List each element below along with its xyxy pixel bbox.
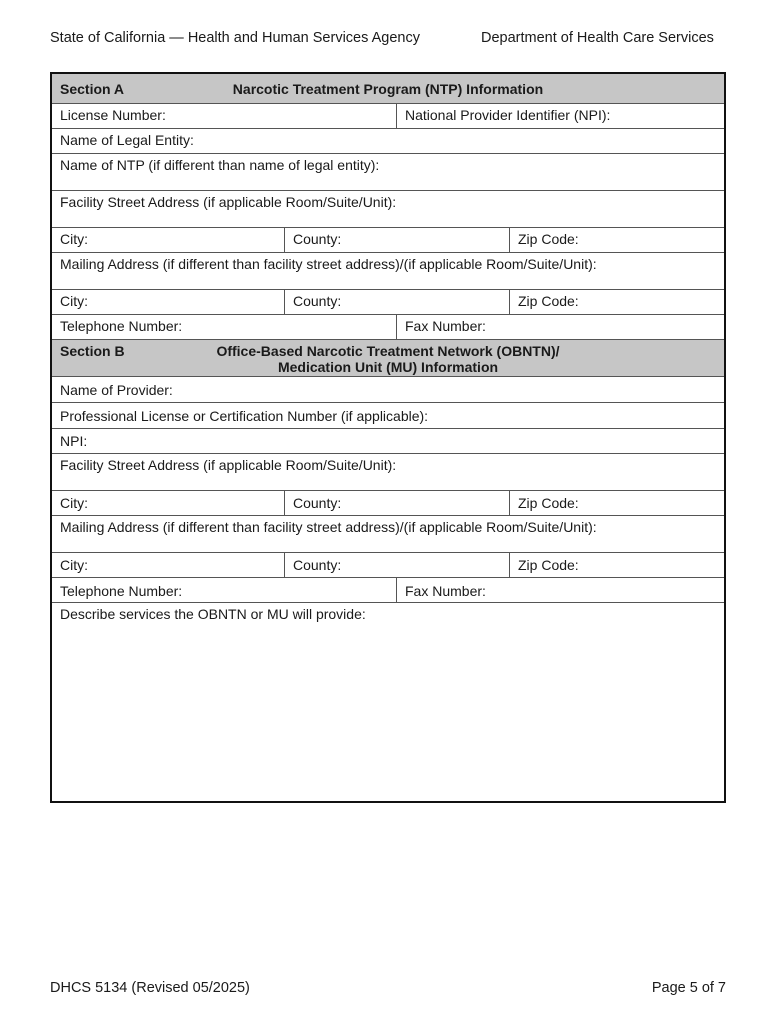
obntn-mailing-city-field[interactable]: City:	[60, 557, 88, 573]
ntp-npi-field[interactable]: National Provider Identifier (NPI):	[396, 104, 724, 128]
ntp-name-field[interactable]: Name of NTP (if different than name of legal entity):	[60, 157, 380, 173]
ntp-telephone-field[interactable]: Telephone Number:	[60, 318, 183, 334]
section-b-title-line1: Office-Based Narcotic Treatment Network (OBNTN)/	[216, 343, 560, 359]
obntn-mailing-zip-field[interactable]: Zip Code:	[509, 553, 724, 577]
provider-name-row	[52, 377, 724, 403]
ntp-zip-field[interactable]: Zip Code:	[509, 228, 724, 252]
obntn-mailing-address-row	[52, 516, 724, 553]
page-number: Page 5 of 7	[651, 980, 726, 996]
ntp-phone-row	[52, 315, 724, 340]
agency-header: State of California — Health and Human Services Agency	[50, 30, 420, 46]
section-b-label: Section B	[60, 343, 125, 359]
ntp-fax-field[interactable]: Fax Number:	[396, 315, 724, 339]
obntn-city-field[interactable]: City:	[60, 495, 88, 511]
obntn-phone-row	[52, 578, 724, 603]
obntn-mailing-city-row	[52, 553, 724, 578]
ntp-city-row	[52, 228, 724, 253]
services-row	[52, 603, 724, 801]
section-a-title: Narcotic Treatment Program (NTP) Information	[232, 81, 544, 97]
ntp-name-row	[52, 154, 724, 191]
ntp-license-number-field[interactable]: License Number:	[60, 107, 166, 123]
obntn-npi-row	[52, 429, 724, 454]
ntp-mailing-address-field[interactable]: Mailing Address (if different than facility street address)/(if applicable Room/Suite/Unit):	[60, 256, 597, 272]
obntn-telephone-field[interactable]: Telephone Number:	[60, 583, 183, 599]
ntp-county-field[interactable]: County:	[284, 228, 509, 252]
ntp-legal-entity-row	[52, 129, 724, 154]
ntp-facility-address-field[interactable]: Facility Street Address (if applicable Room/Suite/Unit):	[60, 194, 397, 210]
section-b-title-line2: Medication Unit (MU) Information	[277, 359, 499, 375]
obntn-county-field[interactable]: County:	[284, 491, 509, 515]
application-form	[50, 72, 726, 803]
ntp-mailing-zip-field[interactable]: Zip Code:	[509, 290, 724, 314]
services-description-field[interactable]: Describe services the OBNTN or MU will provide:	[60, 606, 366, 622]
ntp-mailing-address-row	[52, 253, 724, 290]
section-b-header	[52, 340, 724, 377]
obntn-zip-field[interactable]: Zip Code:	[509, 491, 724, 515]
department-header: Department of Health Care Services	[481, 30, 714, 46]
obntn-npi-field[interactable]: NPI:	[60, 433, 88, 449]
ntp-mailing-city-field[interactable]: City:	[60, 293, 88, 309]
obntn-facility-address-field[interactable]: Facility Street Address (if applicable Room/Suite/Unit):	[60, 457, 397, 473]
obntn-fax-field[interactable]: Fax Number:	[396, 578, 724, 602]
obntn-mailing-county-field[interactable]: County:	[284, 553, 509, 577]
ntp-mailing-city-row	[52, 290, 724, 315]
obntn-mailing-address-field[interactable]: Mailing Address (if different than facility street address)/(if applicable Room/Suite/Unit):	[60, 519, 597, 535]
form-id: DHCS 5134 (Revised 05/2025)	[50, 980, 250, 996]
section-a-header	[52, 74, 724, 104]
ntp-facility-address-row	[52, 191, 724, 228]
provider-name-field[interactable]: Name of Provider:	[60, 382, 173, 398]
obntn-city-row	[52, 491, 724, 516]
section-a-label: Section A	[60, 81, 125, 97]
obntn-facility-address-row	[52, 454, 724, 491]
ntp-mailing-county-field[interactable]: County:	[284, 290, 509, 314]
ntp-city-field[interactable]: City:	[60, 231, 88, 247]
license-cert-row	[52, 403, 724, 429]
ntp-license-row	[52, 104, 724, 129]
license-cert-field[interactable]: Professional License or Certification Number (if applicable):	[60, 408, 429, 424]
legal-entity-field[interactable]: Name of Legal Entity:	[60, 132, 194, 148]
